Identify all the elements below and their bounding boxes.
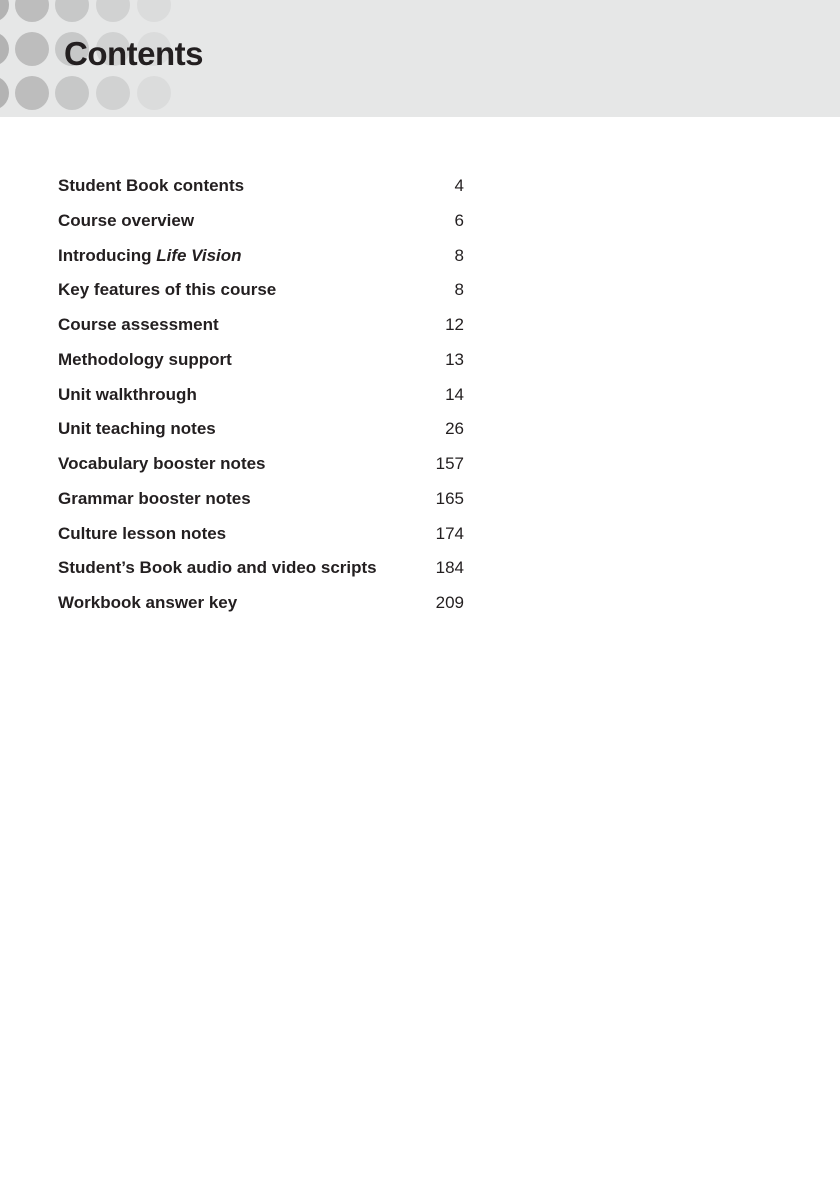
decorative-dot <box>137 76 171 110</box>
decorative-dot <box>15 0 49 22</box>
toc-entry-title: Course overview <box>58 210 195 230</box>
decorative-dot <box>96 0 130 22</box>
page-title: Contents <box>64 35 203 72</box>
toc-entry-title-plain: Introducing <box>58 245 157 265</box>
toc-entry-title: Unit walkthrough <box>58 384 197 404</box>
decorative-dot <box>0 32 9 66</box>
decorative-dot <box>96 76 130 110</box>
toc-entry-title: Course assessment <box>58 315 219 334</box>
decorative-dot <box>15 32 49 66</box>
toc-entry-title: Workbook answer key <box>58 593 238 612</box>
toc-entry-page: 14 <box>445 384 464 404</box>
decorative-dot <box>0 76 9 110</box>
toc-entry-page: 174 <box>435 523 464 543</box>
table-of-contents <box>58 169 464 621</box>
toc-entry-page: 12 <box>445 315 464 334</box>
toc-entry-title: Grammar booster notes <box>58 488 251 508</box>
toc-entry[interactable] <box>58 204 464 239</box>
toc-entry-title: Key features of this course <box>58 280 277 300</box>
toc-entry-title: Student Book contents <box>58 176 245 195</box>
decorative-dot <box>15 76 49 110</box>
toc-entry[interactable] <box>58 586 464 621</box>
toc-entry-title: Culture lesson notes <box>58 523 227 543</box>
toc-entry[interactable] <box>58 343 464 378</box>
toc-entry-page: 8 <box>454 245 464 265</box>
toc-entry[interactable] <box>58 239 464 274</box>
toc-entry-title: Student’s Book audio and video scripts <box>58 558 377 578</box>
toc-entry[interactable] <box>58 517 464 552</box>
toc-entry-title: Methodology support <box>58 349 232 369</box>
toc-entry[interactable] <box>58 482 464 517</box>
toc-entry-page: 4 <box>454 176 464 195</box>
toc-entry-page: 209 <box>435 593 464 612</box>
decorative-dot <box>137 0 171 22</box>
toc-entry-page: 13 <box>445 349 464 369</box>
toc-entry-title <box>58 239 242 274</box>
toc-entry-page: 184 <box>435 558 464 578</box>
toc-entry-title-italic: Life Vision <box>156 245 242 265</box>
toc-entry-title: Vocabulary booster notes <box>58 454 266 473</box>
toc-entry[interactable] <box>58 273 464 308</box>
header-band <box>0 0 840 117</box>
toc-entry[interactable] <box>58 447 464 482</box>
toc-entry[interactable] <box>58 169 464 204</box>
decorative-dot <box>55 0 89 22</box>
toc-entry-page: 26 <box>445 419 464 439</box>
decorative-dot <box>55 76 89 110</box>
toc-entry[interactable] <box>58 412 464 447</box>
toc-entry-page: 8 <box>454 280 464 300</box>
toc-entry-title: Unit teaching notes <box>58 419 216 439</box>
toc-entry-page: 165 <box>435 488 464 508</box>
toc-entry-page: 6 <box>454 210 464 230</box>
toc-entry[interactable] <box>58 551 464 586</box>
decorative-dot <box>0 0 9 22</box>
toc-entry-page: 157 <box>435 454 464 473</box>
toc-entry[interactable] <box>58 308 464 343</box>
toc-entry[interactable] <box>58 378 464 413</box>
